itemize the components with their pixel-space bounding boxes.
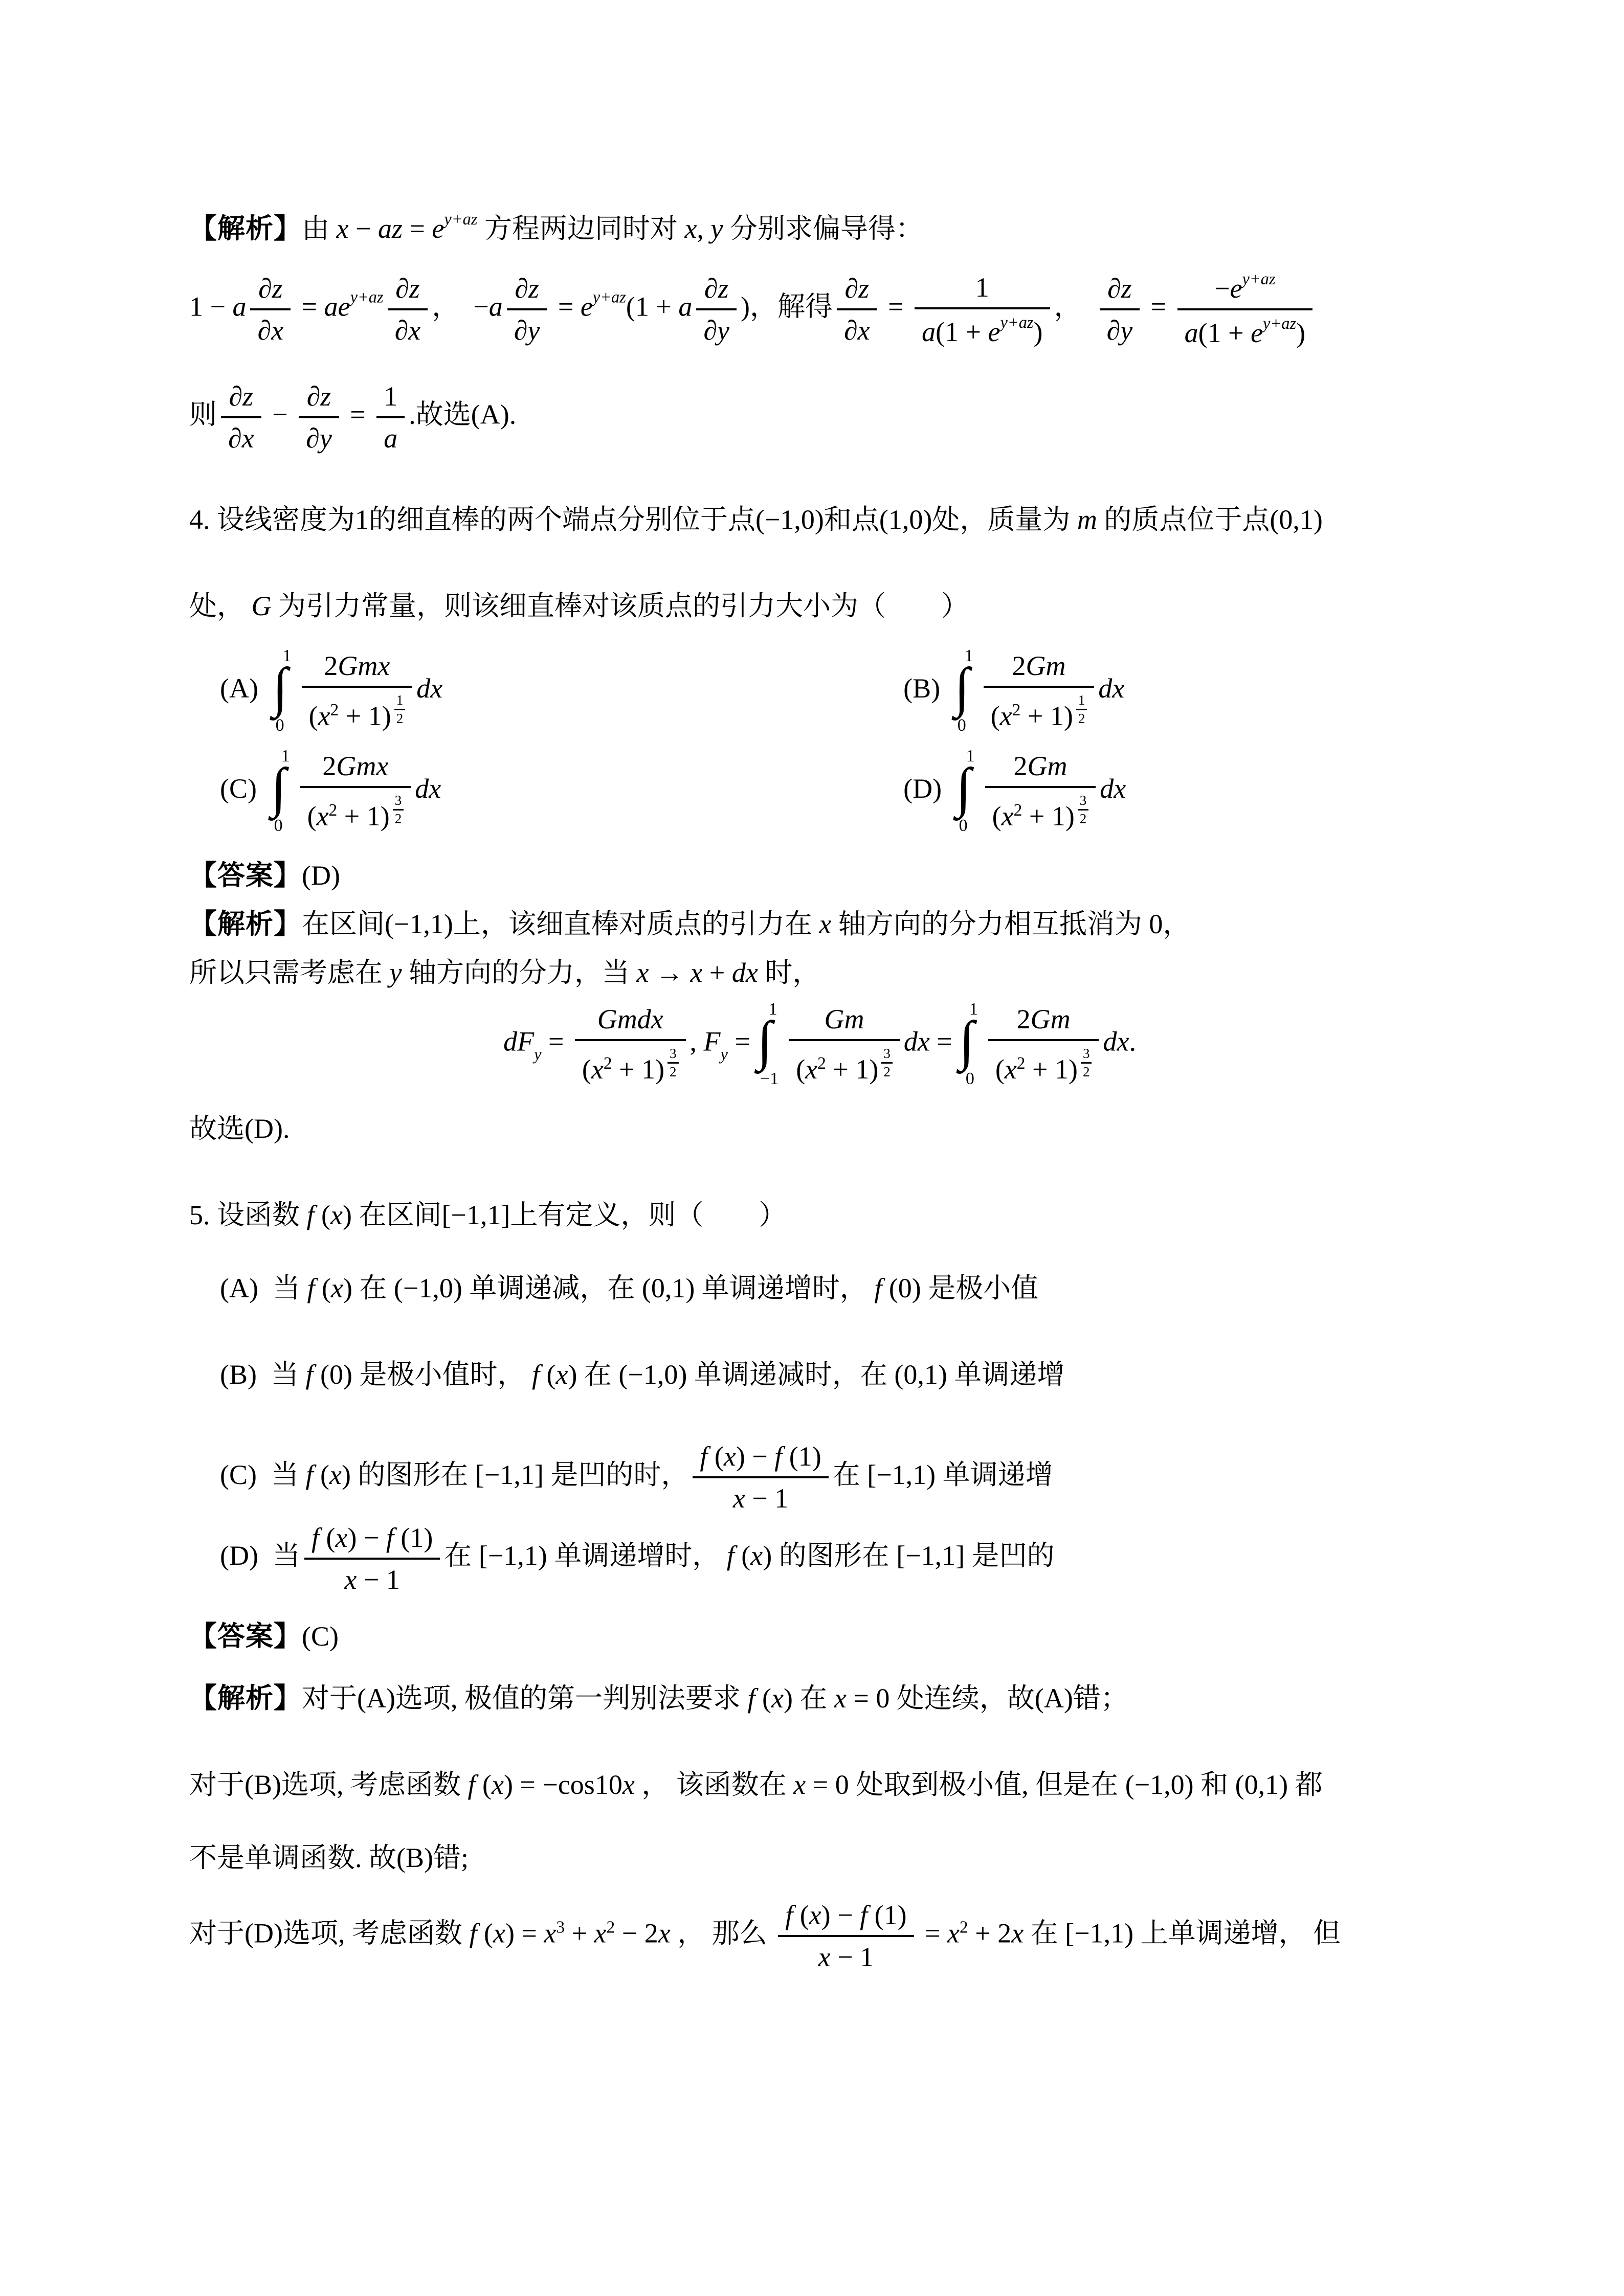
q4-option-b-formula: ∫ 1 0 2Gm $(x^2 + 1)$ $\frac{1}{2}$ dx <box>954 646 1125 735</box>
q4-option-d <box>903 748 1450 835</box>
prev-analysis-conclusion: 则 $\frac{\partial z}{\partial x}$ − $\frac{\partial z}{\partial y}$ = $\frac{1}{a}$ .故选(A). <box>189 381 517 454</box>
q4-answer <box>189 855 1450 896</box>
q4-answer-value: (D) <box>302 860 340 891</box>
q4-option-c-label: (C) <box>220 773 257 804</box>
q4-analysis-line1 <box>189 904 1450 945</box>
q5-option-d-text: 当 $\frac{f (x) - f (1)}{x - 1}$ 在 [−1,1) 单调递增时， f (x) 的图形在 [−1,1] 是凹的 <box>272 1522 1055 1595</box>
q5-option-c-text: 当 f (x) 的图形在 [−1,1] 是凹的时， $\frac{f (x) - f (1)}{x - 1}$ 在 [−1,1) 单调递增 <box>271 1441 1053 1514</box>
analysis-label: 【解析】 <box>189 1682 302 1714</box>
q5-answer-value: (C) <box>302 1620 339 1652</box>
q5-option-c-label: (C) <box>220 1459 257 1490</box>
q4-stem-line2: 处， G 为引力常量，则该细直棒对该质点的引力大小为（ ） <box>189 591 969 622</box>
q4-option-d-formula: ∫ 1 0 2Gm $(x^2 + 1)$ $\frac{3}{2}$ dx <box>956 747 1126 836</box>
q4-option-d-label: (D) <box>903 773 942 804</box>
q4-analysis-line2: 所以只需考虑在 y 轴方向的分力，当 x → x + dx 时， <box>189 957 820 988</box>
q5-option-d <box>189 1522 1450 1595</box>
q4-options <box>189 647 1450 835</box>
q5-analysis-b-line2: 不是单调函数. 故(B)错; <box>189 1842 469 1873</box>
q4-analysis-line1-text: 在区间(−1,1)上，该细直棒对质点的引力在 x 轴方向的分力相互抵消为 0， <box>302 909 1191 940</box>
prev-analysis-intro <box>189 207 1450 250</box>
prev-analysis-intro-text: 由 x − az = $e^{y+az}$ 方程两边同时对 x, y 分别求偏导得： <box>302 210 923 244</box>
q4-option-c <box>220 748 903 835</box>
q4-option-a-label: (A) <box>220 672 258 704</box>
q4-option-b-label: (B) <box>903 672 941 704</box>
q5-option-a-text: 当 f (x) 在 (−1,0) 单调递减，在 (0,1) 单调递增时， f (0) 是极小值 <box>272 1273 1039 1304</box>
q5-option-b-text: 当 f (0) 是极小值时， f (x) 在 (−1,0) 单调递减时，在 (0,1) 单调递增 <box>271 1359 1065 1390</box>
q5-analysis-d: 对于(D)选项, 考虑函数 f $(x) = x^3 + x^2 - 2x$ ， 那么 $\frac{f (x) - f (1)}{x - 1}$ = $x^2 + 2x$ 在 [−1,1) 上单调递增， 但 <box>189 1899 1341 1972</box>
q4-option-c-formula: ∫ 1 0 2Gmx $(x^2 + 1)$ $\frac{3}{2}$ dx <box>271 747 441 836</box>
q5-answer <box>189 1616 1450 1657</box>
analysis-label: 【解析】 <box>189 213 302 244</box>
q5-option-a <box>189 1268 1450 1309</box>
q4-option-a <box>220 647 903 734</box>
answer-label: 【答案】 <box>189 1620 302 1652</box>
q4-analysis-formula: $dF_y$ = Gmdx $(x^2 + 1)$ $\frac{3}{2}$ , $F_y$ = ∫ 1 −1 Gm $(x^2 + 1)$ $\frac{3}{2}$ dx = ∫ 1 0 2Gm $(x^2 + 1)$ $\frac{3}{2}$ dx. <box>503 1000 1136 1089</box>
q5-option-b-label: (B) <box>220 1359 257 1390</box>
q5-analysis-b-line1: 对于(B)选项, 考虑函数 f (x) = −cos10x ， 该函数在 x = 0 处取到极小值, 但是在 (−1,0) 和 (0,1) 都 <box>189 1769 1323 1800</box>
q5-option-a-label: (A) <box>220 1273 258 1304</box>
analysis-label: 【解析】 <box>189 909 302 940</box>
q5-option-d-label: (D) <box>220 1540 258 1571</box>
prev-analysis-formula: 1 − a $\frac{\partial z}{\partial x}$ = $ae^{y+az}$ $\frac{\partial z}{\partial x}$ ， −a $\frac{\partial z}{\partial y}$ = $e^{y+az}(1 + a$ $\frac{\partial z}{\partial y}$ )，解得 $\frac{\partial z}{\partial x}$ = $\frac{1}{a(1 + e^{y+az})}$ ， $\frac{\partial z}{\partial y}$ = $\frac{-e^{y+az}}{a(1 + e^{y+az})}$ <box>189 270 1450 349</box>
answer-label: 【答案】 <box>189 860 302 891</box>
q5-analysis-a <box>189 1678 1450 1719</box>
q4-option-b <box>903 647 1450 734</box>
q5-option-b <box>189 1354 1450 1395</box>
q5-stem: 5. 设函数 f (x) 在区间[−1,1]上有定义，则（ ） <box>189 1200 787 1231</box>
q4-option-a-formula: ∫ 1 0 2Gmx $(x^2 + 1)$ $\frac{1}{2}$ dx <box>272 646 443 735</box>
q4-stem-line1: 4. 设线密度为1的细直棒的两个端点分别位于点(−1,0)和点(1,0)处，质量为 m 的质点位于点(0,1) <box>189 504 1323 535</box>
q5-option-c <box>189 1440 1450 1514</box>
q4-conclusion: 故选(D). <box>189 1113 290 1144</box>
q5-analysis-a-text: 对于(A)选项, 极值的第一判别法要求 f (x) 在 x = 0 处连续，故(A)错； <box>302 1682 1128 1714</box>
